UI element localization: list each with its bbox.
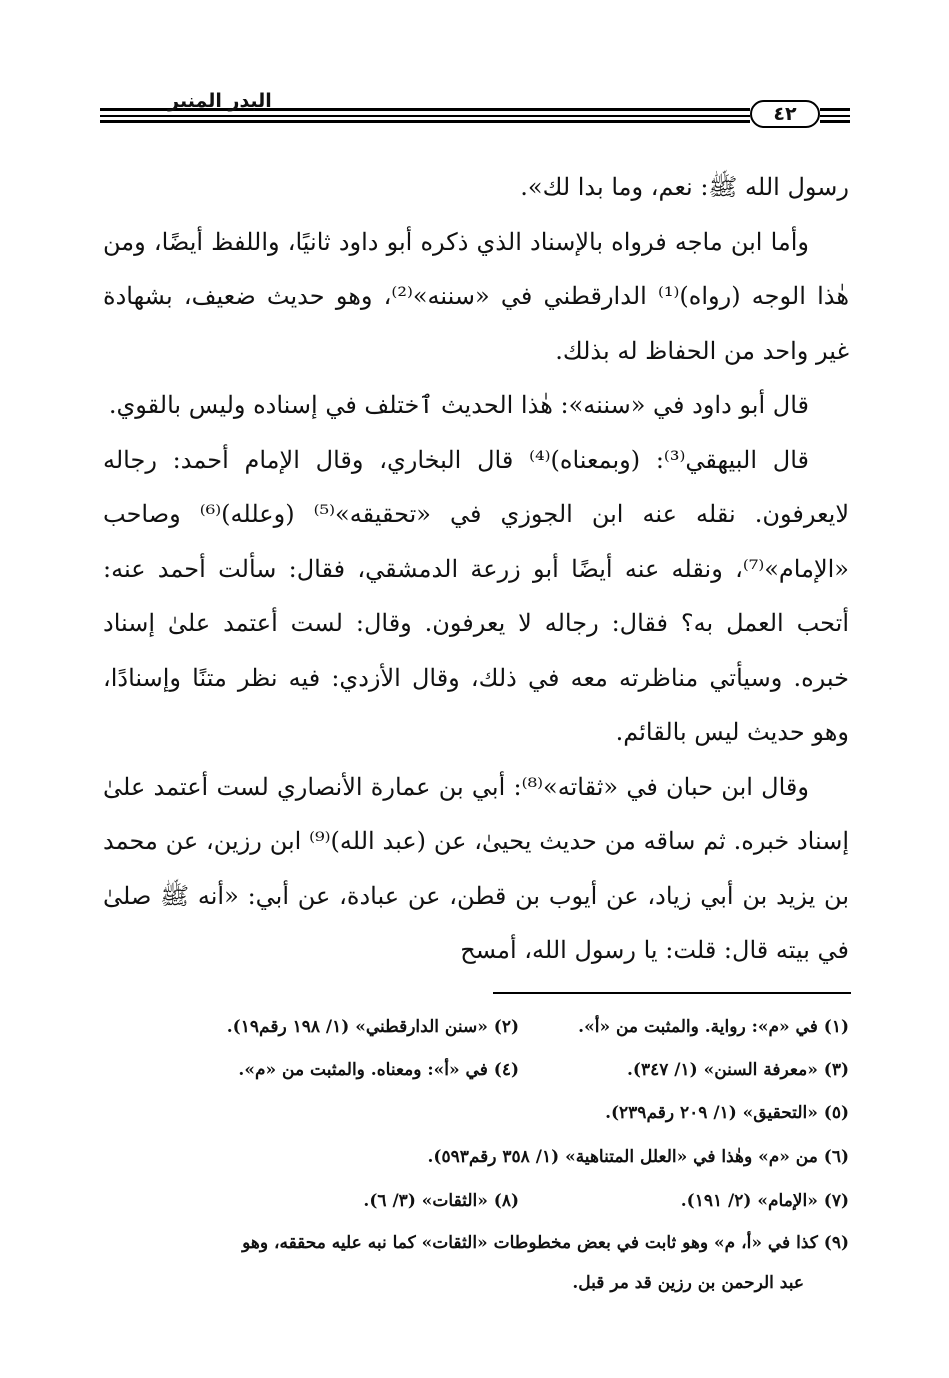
header-rule [820, 115, 850, 117]
main-text [103, 160, 849, 978]
header-rule [100, 120, 750, 123]
footnote-row [103, 1005, 849, 1049]
footnotes [103, 1005, 849, 1303]
footnote-1: (١) في «م»: رواية. والمثبت من «أ». [578, 1016, 849, 1037]
paragraph: رسول الله ﷺ: نعم، وما بدا لك». [520, 173, 849, 201]
footnote-9-line2: عبد الرحمن بن رزين قد مر قبل. [572, 1272, 804, 1293]
footnote-7: (٧) «الإمام» (٢/ ١٩١). [680, 1190, 849, 1211]
footnote-4: (٤) في «أ»: ومعناه. والمثبت من «م». [238, 1060, 519, 1081]
footnote-8: (٨) «الثقات» (٣/ ٦). [363, 1190, 519, 1211]
footnote-3: (٣) «معرفة السنن» (١/ ٣٤٧). [626, 1060, 849, 1081]
paragraph: قال أبو داود في «سننه»: هٰذا الحديث ٱختلف في إسناده وليس بالقوي. [108, 391, 809, 419]
header-rule [820, 120, 850, 123]
footnote-separator [493, 992, 851, 994]
paragraph: وأما ابن ماجه فرواه بالإسناد الذي ذكره أبو داود ثانيًا، واللفظ أيضًا، ومن هٰذا الوجه (رواه)⁽¹⁾ الدارقطني في «سننه»⁽²⁾، وهو حديث ضعيف، بشهادة غير واحد من الحفاظ له بذلك. [103, 227, 849, 365]
paragraph: وقال ابن حبان في «ثقاته»⁽⁸⁾: أبي بن عمارة الأنصاري لست أعتمد علىٰ إسناد خبره. ثم ساقه من حديث يحيىٰ، عن (عبد الله)⁽⁹⁾ ابن رزين، عن محمد بن يزيد بن أبي زياد، عن أيوب بن قطن، عن عبادة، عن أبي: «أنه ﷺ صلىٰ في بيته قال: قلت: يا رسول الله، أمسح [103, 772, 850, 964]
book-title: البدر المنير [168, 90, 272, 112]
footnote-9 [103, 1223, 849, 1303]
page-number: ٤٢ [750, 100, 820, 128]
footnote-2: (٢) «سنن الدارقطني» (١/ ١٩٨ رقم١٩). [226, 1016, 519, 1037]
footnote-row [103, 1049, 849, 1093]
header-rule [100, 115, 750, 117]
footnote-9-line1: (٩) كذا في «أ، م» وهو ثابت في بعض مخطوطات «الثقات» كما نبه عليه محققه، وهو [242, 1232, 849, 1253]
page-header [100, 88, 850, 138]
footnote-6: (٦) من «م» وهٰذا في «العلل المتناهية» (١/ ٣٥٨ رقم٥٩٣). [427, 1146, 849, 1167]
paragraph: قال البيهقي⁽³⁾: (وبمعناه)⁽⁴⁾ قال البخاري، وقال الإمام أحمد: رجاله لايعرفون. نقله عنه ابن الجوزي في «تحقيقه»⁽⁵⁾ (وعلله)⁽⁶⁾ وصاحب «الإمام»⁽⁷⁾، ونقله عنه أيضًا أبو زرعة الدمشقي، فقال: سألت أحمد عنه: أتحب العمل به؟ فقال: رجاله لا يعرفون. وقال: لست أعتمد علىٰ إسناد خبره. وسيأتي مناظرته معه في ذلك، وقال الأزدي: فيه نظر متنًا وإسنادًا، وهو حديث ليس بالقائم. [103, 445, 850, 746]
footnote-row [103, 1179, 849, 1223]
header-rule [820, 108, 850, 111]
footnote-5: (٥) «التحقيق» (١/ ٢٠٩ رقم٢٣٩). [605, 1103, 849, 1123]
